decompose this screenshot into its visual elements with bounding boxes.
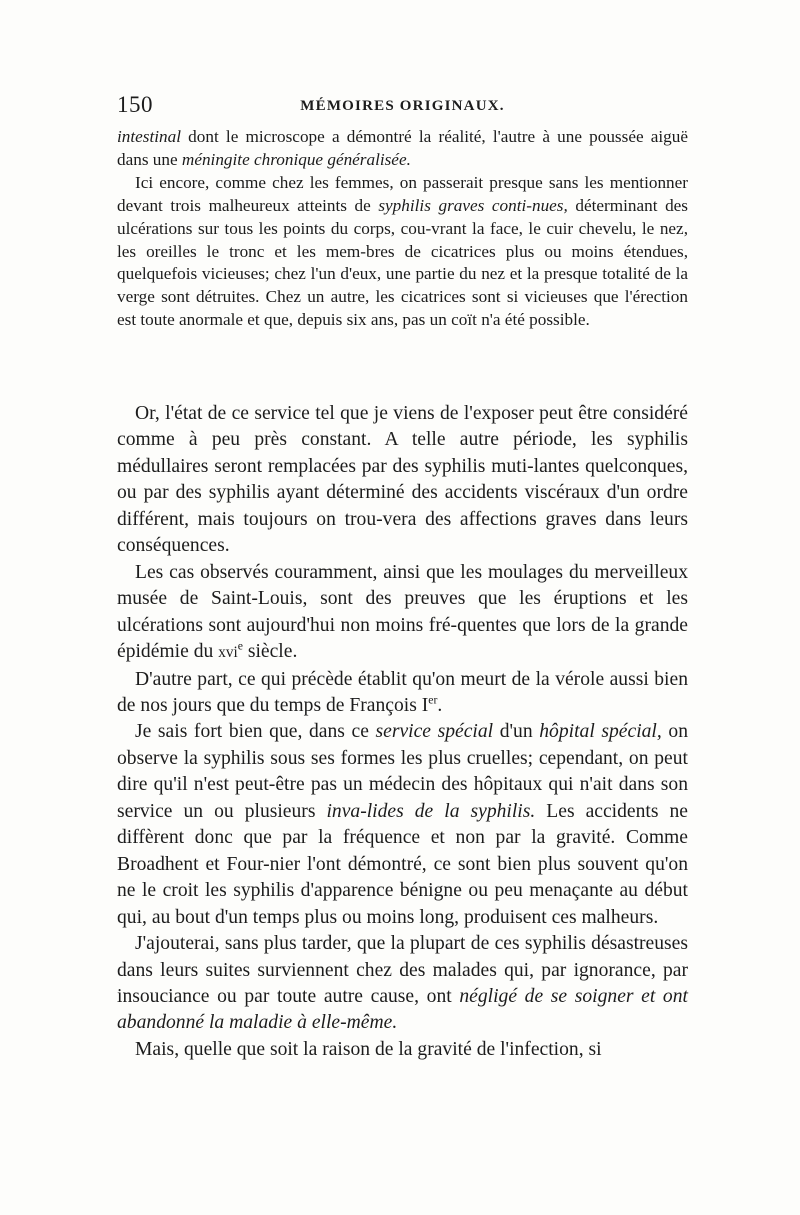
paragraph <box>117 1037 688 1063</box>
text-run: Mais, quelle que soit la raison de la gravité de l'infection, si <box>135 1038 602 1060</box>
text-run: Les accidents ne diffèrent donc que par la fréquence et non par la gravité. Comme Broadhent et Four-nier l'ont démontré, ce sont bien plus souvent qu'on ne le croit les syphilis d'apparence bénigne ou peu menaçante au début qui, au bout d'un temps plus ou moins long, produisent ces malheurs. <box>117 800 688 928</box>
italic-run: service spécial <box>375 721 494 743</box>
text-block-small <box>117 126 688 332</box>
paragraph <box>117 719 688 931</box>
text-run: Je sais fort bien que, dans ce <box>135 721 376 743</box>
paragraph <box>117 667 688 720</box>
text-block-main <box>117 401 688 1063</box>
running-head <box>117 92 688 120</box>
italic-run: hôpital spécial, <box>539 721 662 743</box>
italic-run: inva-lides de la syphilis. <box>326 800 536 822</box>
text-run: on observe la syphilis sous ses formes les plus cruelles; cependant, on peut dire qu'il n'est peut-être pas un médecin des hôpitaux qui n'ait dans son service un ou plusieurs <box>117 721 688 822</box>
page-number: 150 <box>117 92 153 117</box>
text-run: d'un <box>493 721 540 743</box>
paragraph <box>117 401 688 560</box>
text-run: J'ajouterai, sans plus tarder, que la plupart de ces syphilis désastreuses dans leurs suites surviennent chez des malades qui, par ignorance, par insouciance ou par toute autre cause, ont <box>117 933 688 1007</box>
text-run: siècle. <box>242 641 298 663</box>
text-run: déterminant des ulcérations sur tous les points du corps, cou-vrant la face, le cuir chevelu, le nez, les oreilles le tronc et les mem-bres de cicatrices plus ou moins étendues, quelquefois vicieuses; chez l'un d'eux, une partie du nez et la presque totalité de la verge sont détruites. Chez un autre, les cicatrices sont si vicieuses que l'érection est toute anormale et que, depuis six ans, pas un coït n'a été possible. <box>117 195 688 330</box>
italic-run: intestinal <box>117 127 181 146</box>
italic-run: négligé de se soigner et ont abandonné la maladie à elle-même. <box>117 985 688 1034</box>
text-run: Or, l'état de ce service tel que je viens de l'exposer peut être considéré comme à peu près constant. A telle autre période, les syphilis médullaires seront remplacées par des syphilis muti-lantes quelconques, ou par des syphilis ayant déterminé des accidents viscéraux d'un ordre différent, mais toujours on trou-vera des affections graves dans leurs conséquences. <box>117 403 688 557</box>
paragraph <box>117 560 688 667</box>
italic-run: méningite chronique généralisée. <box>181 149 411 169</box>
small-caps-run: xvi <box>218 644 238 662</box>
text-run: dont le microscope a démontré la réalité, l'autre à une poussée aiguë dans une <box>117 127 688 169</box>
text-run: Les cas observés couramment, ainsi que les moulages du merveilleux musée de Saint-Louis, sont des preuves que les éruptions et les ulcérations sont aujourd'hui non moins fré-quentes que lors de la grande épidémie du <box>117 561 688 663</box>
paragraph <box>117 126 688 172</box>
italic-run: syphilis graves conti-nues, <box>378 195 568 215</box>
text-run: . <box>437 694 443 716</box>
paragraph <box>117 931 688 1037</box>
text-run: Ici encore, comme chez les femmes, on passerait presque sans les mentionner devant trois malheureux atteints de <box>117 172 688 215</box>
running-title: MÉMOIRES ORIGINAUX. <box>300 98 505 114</box>
paragraph <box>117 172 688 332</box>
superscript: e <box>237 639 243 653</box>
text-run: D'autre part, ce qui précède établit qu'on meurt de la vérole aussi bien de nos jours que du temps de François I <box>117 668 688 716</box>
superscript: er <box>428 693 438 707</box>
